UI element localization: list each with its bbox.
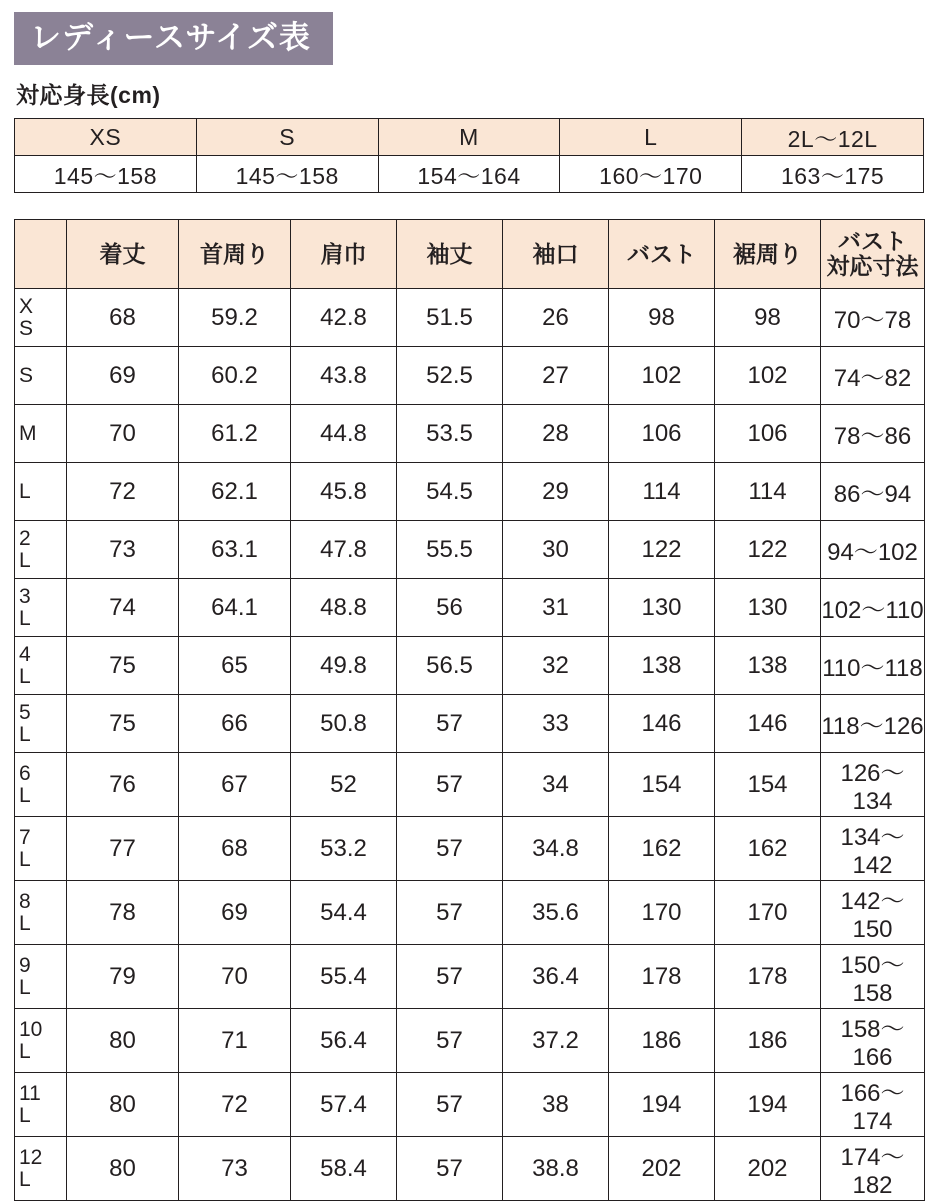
table-cell: 69 xyxy=(67,347,179,405)
table-cell: 202 xyxy=(715,1137,821,1201)
table-cell: 80 xyxy=(67,1137,179,1201)
table-cell: 64.1 xyxy=(179,579,291,637)
row-header-size xyxy=(15,405,67,463)
row-header-size xyxy=(15,695,67,753)
table-cell: 154 xyxy=(609,753,715,817)
table-cell: 56.4 xyxy=(291,1009,397,1073)
table-cell: 52 xyxy=(291,753,397,817)
table-cell: 47.8 xyxy=(291,521,397,579)
col-header-line1: バスト xyxy=(838,227,907,254)
row-header-line2: L xyxy=(19,606,31,630)
table-cell: 77 xyxy=(67,817,179,881)
table-cell: 36.4 xyxy=(503,945,609,1009)
row-header-line2: L xyxy=(19,975,31,999)
table-cell: 68 xyxy=(179,817,291,881)
height-header-s: S xyxy=(196,119,378,156)
table-cell: 110〜118 xyxy=(821,637,925,695)
table-cell: 67 xyxy=(179,753,291,817)
row-header-line1: 7 xyxy=(19,826,31,850)
row-header-size xyxy=(15,521,67,579)
table-cell: 57 xyxy=(397,695,503,753)
table-cell: 78〜86 xyxy=(821,405,925,463)
table-row xyxy=(15,463,925,521)
table-cell: 43.8 xyxy=(291,347,397,405)
table-cell: 53.2 xyxy=(291,817,397,881)
table-row xyxy=(15,405,925,463)
table-cell: 73 xyxy=(67,521,179,579)
row-header-size xyxy=(15,817,67,881)
height-value-m: 154〜164 xyxy=(378,156,560,193)
table-cell: 86〜94 xyxy=(821,463,925,521)
table-cell: 73 xyxy=(179,1137,291,1201)
table-cell: 94〜102 xyxy=(821,521,925,579)
table-cell: 54.5 xyxy=(397,463,503,521)
table-cell: 72 xyxy=(67,463,179,521)
table-row xyxy=(15,1009,925,1073)
table-cell: 178 xyxy=(609,945,715,1009)
table-cell: 126〜134 xyxy=(821,753,925,817)
table-row xyxy=(15,695,925,753)
row-header-line2: L xyxy=(19,1167,31,1191)
row-header-size xyxy=(15,1073,67,1137)
table-cell: 52.5 xyxy=(397,347,503,405)
col-header-kubimawari: 首周り xyxy=(179,220,291,289)
table-cell: 98 xyxy=(715,289,821,347)
row-header-line1: 8 xyxy=(19,890,31,914)
table-cell: 162 xyxy=(715,817,821,881)
table-cell: 75 xyxy=(67,637,179,695)
table-cell: 106 xyxy=(715,405,821,463)
table-row xyxy=(15,637,925,695)
height-table-value-row xyxy=(15,156,924,193)
col-header-line2: 対応寸法 xyxy=(826,253,919,279)
table-cell: 70〜78 xyxy=(821,289,925,347)
row-header-size xyxy=(15,347,67,405)
table-cell: 170 xyxy=(609,881,715,945)
row-header-line1: S xyxy=(19,363,34,387)
row-header-line1: 12 xyxy=(19,1146,43,1170)
table-cell: 68 xyxy=(67,289,179,347)
height-table xyxy=(14,118,924,193)
table-cell: 142〜150 xyxy=(821,881,925,945)
table-cell: 194 xyxy=(609,1073,715,1137)
height-header-l: L xyxy=(560,119,742,156)
table-cell: 38 xyxy=(503,1073,609,1137)
table-cell: 58.4 xyxy=(291,1137,397,1201)
height-value-s: 145〜158 xyxy=(196,156,378,193)
table-row xyxy=(15,1073,925,1137)
table-cell: 158〜166 xyxy=(821,1009,925,1073)
row-header-size xyxy=(15,637,67,695)
col-header-kitake: 着丈 xyxy=(67,220,179,289)
height-header-m: M xyxy=(378,119,560,156)
table-cell: 37.2 xyxy=(503,1009,609,1073)
table-cell: 134〜142 xyxy=(821,817,925,881)
table-cell: 57 xyxy=(397,817,503,881)
table-cell: 54.4 xyxy=(291,881,397,945)
row-header-line1: 5 xyxy=(19,701,31,725)
row-header-line1: 4 xyxy=(19,643,31,667)
size-table-corner xyxy=(15,220,67,289)
table-cell: 79 xyxy=(67,945,179,1009)
table-cell: 55.5 xyxy=(397,521,503,579)
table-cell: 78 xyxy=(67,881,179,945)
row-header-size xyxy=(15,463,67,521)
height-section-label: 対応身長(cm) xyxy=(16,82,161,108)
table-cell: 174〜182 xyxy=(821,1137,925,1201)
table-cell: 166〜174 xyxy=(821,1073,925,1137)
row-header-line1: X xyxy=(19,295,34,319)
table-cell: 60.2 xyxy=(179,347,291,405)
table-cell: 48.8 xyxy=(291,579,397,637)
table-cell: 57 xyxy=(397,1073,503,1137)
table-cell: 102 xyxy=(715,347,821,405)
table-row xyxy=(15,881,925,945)
table-cell: 26 xyxy=(503,289,609,347)
row-header-size xyxy=(15,289,67,347)
table-row xyxy=(15,817,925,881)
table-cell: 70 xyxy=(179,945,291,1009)
table-cell: 55.4 xyxy=(291,945,397,1009)
table-cell: 57 xyxy=(397,1009,503,1073)
table-cell: 76 xyxy=(67,753,179,817)
table-cell: 154 xyxy=(715,753,821,817)
row-header-size xyxy=(15,881,67,945)
table-cell: 53.5 xyxy=(397,405,503,463)
table-cell: 57 xyxy=(397,753,503,817)
table-cell: 130 xyxy=(609,579,715,637)
height-value-l: 160〜170 xyxy=(560,156,742,193)
row-header-line2: L xyxy=(19,1103,31,1127)
col-header-katahaba: 肩巾 xyxy=(291,220,397,289)
table-cell: 27 xyxy=(503,347,609,405)
table-cell: 178 xyxy=(715,945,821,1009)
table-cell: 42.8 xyxy=(291,289,397,347)
table-cell: 80 xyxy=(67,1009,179,1073)
table-cell: 102 xyxy=(609,347,715,405)
table-cell: 32 xyxy=(503,637,609,695)
table-row xyxy=(15,347,925,405)
row-header-line1: 10 xyxy=(19,1018,43,1042)
row-header-line1: 3 xyxy=(19,585,31,609)
table-cell: 186 xyxy=(609,1009,715,1073)
table-cell: 34 xyxy=(503,753,609,817)
table-cell: 130 xyxy=(715,579,821,637)
table-cell: 186 xyxy=(715,1009,821,1073)
table-cell: 80 xyxy=(67,1073,179,1137)
height-table-header-row xyxy=(15,119,924,156)
table-cell: 28 xyxy=(503,405,609,463)
table-cell: 50.8 xyxy=(291,695,397,753)
table-cell: 118〜126 xyxy=(821,695,925,753)
table-cell: 57 xyxy=(397,881,503,945)
table-cell: 69 xyxy=(179,881,291,945)
row-header-line2: L xyxy=(19,911,31,935)
table-cell: 57 xyxy=(397,945,503,1009)
page-title: レディースサイズ表 xyxy=(14,12,333,65)
table-cell: 34.8 xyxy=(503,817,609,881)
row-header-size xyxy=(15,1009,67,1073)
height-header-xs: XS xyxy=(15,119,197,156)
col-header-susomawari: 裾周り xyxy=(715,220,821,289)
table-cell: 66 xyxy=(179,695,291,753)
table-cell: 102〜110 xyxy=(821,579,925,637)
row-header-line2: L xyxy=(19,664,31,688)
table-cell: 75 xyxy=(67,695,179,753)
table-cell: 56.5 xyxy=(397,637,503,695)
table-cell: 122 xyxy=(609,521,715,579)
table-cell: 33 xyxy=(503,695,609,753)
row-header-line1: 9 xyxy=(19,954,31,978)
table-cell: 202 xyxy=(609,1137,715,1201)
row-header-size xyxy=(15,1137,67,1201)
col-header-bust-taiou-sunpou xyxy=(821,220,925,289)
table-row xyxy=(15,753,925,817)
table-cell: 98 xyxy=(609,289,715,347)
table-cell: 57 xyxy=(397,1137,503,1201)
table-cell: 114 xyxy=(609,463,715,521)
row-header-line2: L xyxy=(19,722,31,746)
table-cell: 45.8 xyxy=(291,463,397,521)
size-table-body xyxy=(15,289,925,1201)
table-cell: 194 xyxy=(715,1073,821,1137)
table-cell: 59.2 xyxy=(179,289,291,347)
table-cell: 62.1 xyxy=(179,463,291,521)
table-cell: 65 xyxy=(179,637,291,695)
col-header-sodeguchi: 袖口 xyxy=(503,220,609,289)
table-cell: 74 xyxy=(67,579,179,637)
table-cell: 38.8 xyxy=(503,1137,609,1201)
row-header-line1: 11 xyxy=(19,1082,41,1106)
table-cell: 146 xyxy=(609,695,715,753)
table-cell: 114 xyxy=(715,463,821,521)
row-header-line1: M xyxy=(19,421,37,445)
table-row xyxy=(15,579,925,637)
table-cell: 51.5 xyxy=(397,289,503,347)
table-cell: 31 xyxy=(503,579,609,637)
row-header-size xyxy=(15,579,67,637)
table-row xyxy=(15,521,925,579)
table-cell: 72 xyxy=(179,1073,291,1137)
table-cell: 29 xyxy=(503,463,609,521)
table-cell: 71 xyxy=(179,1009,291,1073)
table-cell: 63.1 xyxy=(179,521,291,579)
table-cell: 44.8 xyxy=(291,405,397,463)
height-value-xs: 145〜158 xyxy=(15,156,197,193)
table-cell: 49.8 xyxy=(291,637,397,695)
row-header-line1: 6 xyxy=(19,762,31,786)
table-cell: 57.4 xyxy=(291,1073,397,1137)
table-cell: 56 xyxy=(397,579,503,637)
table-cell: 122 xyxy=(715,521,821,579)
table-row xyxy=(15,289,925,347)
table-cell: 138 xyxy=(715,637,821,695)
table-cell: 150〜158 xyxy=(821,945,925,1009)
col-header-sodetake: 袖丈 xyxy=(397,220,503,289)
table-cell: 74〜82 xyxy=(821,347,925,405)
col-header-bust: バスト xyxy=(609,220,715,289)
table-cell: 61.2 xyxy=(179,405,291,463)
table-row xyxy=(15,1137,925,1201)
row-header-line2: L xyxy=(19,1039,31,1063)
height-header-2l-12l: 2L〜12L xyxy=(742,119,924,156)
table-cell: 70 xyxy=(67,405,179,463)
table-cell: 138 xyxy=(609,637,715,695)
table-cell: 106 xyxy=(609,405,715,463)
row-header-line2: S xyxy=(19,316,34,340)
row-header-line2: L xyxy=(19,847,31,871)
row-header-size xyxy=(15,945,67,1009)
table-row xyxy=(15,945,925,1009)
size-table-header-row xyxy=(15,220,925,289)
row-header-line2: L xyxy=(19,783,31,807)
height-value-2l-12l: 163〜175 xyxy=(742,156,924,193)
row-header-line1: 2 xyxy=(19,527,31,551)
table-cell: 170 xyxy=(715,881,821,945)
table-cell: 162 xyxy=(609,817,715,881)
row-header-line1: L xyxy=(19,479,31,503)
row-header-size xyxy=(15,753,67,817)
table-cell: 146 xyxy=(715,695,821,753)
table-cell: 35.6 xyxy=(503,881,609,945)
size-table xyxy=(14,219,925,1201)
table-cell: 30 xyxy=(503,521,609,579)
row-header-line2: L xyxy=(19,548,31,572)
